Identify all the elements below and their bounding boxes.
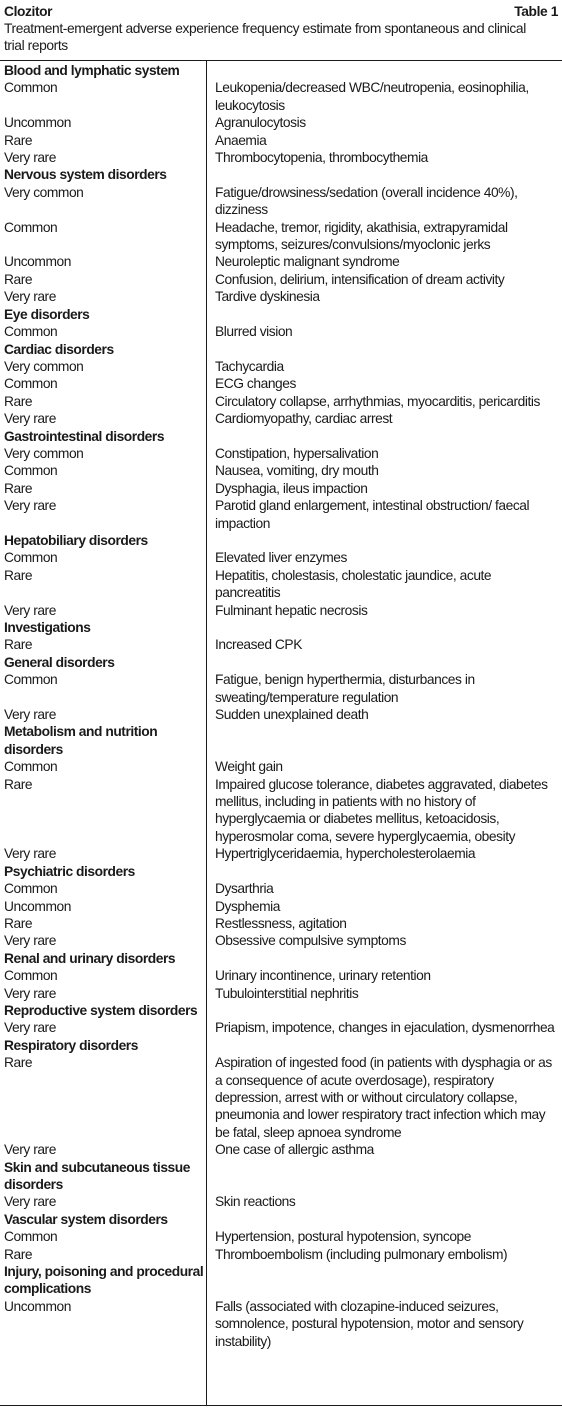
effects-cell: Headache, tremor, rigidity, akathisia, extrapyramidal symptoms, seizures/convulsions/myoclonic jerks — [215, 219, 508, 253]
effects-cell: ECG changes — [215, 376, 296, 392]
header-row — [4, 3, 558, 20]
effects-cell: Urinary incontinence, urinary retention — [215, 968, 431, 984]
effects-cell: Leukopenia/decreased WBC/neutropenia, eosinophilia, leukocytosis — [215, 80, 529, 113]
table-row — [0, 288, 562, 305]
frequency-cell: Common — [4, 463, 58, 479]
category-row — [0, 1159, 562, 1194]
table-row — [0, 497, 562, 532]
category-row — [0, 306, 562, 323]
effects-cell: Anaemia — [215, 132, 267, 148]
effects-cell: Confusion, delirium, intensification of dream activity — [215, 271, 505, 287]
table-row — [0, 132, 562, 149]
effects-cell: Hepatitis, cholestasis, cholestatic jaundice, acute pancreatitis — [215, 567, 492, 601]
table-title: Clozitor — [4, 4, 53, 19]
table-row — [0, 898, 562, 915]
frequency-cell: Common — [4, 219, 58, 235]
frequency-cell: Common — [4, 80, 58, 96]
effects-cell: Elevated liver enzymes — [215, 550, 347, 566]
table-row — [0, 114, 562, 131]
category-label: Blood and lymphatic system — [4, 63, 180, 78]
table-row — [0, 776, 562, 846]
table-row — [0, 253, 562, 270]
category-row — [0, 654, 562, 671]
effects-cell: Dysphemia — [215, 898, 280, 914]
table-row — [0, 671, 562, 706]
frequency-cell: Common — [4, 324, 58, 340]
table-row — [0, 567, 562, 602]
category-row — [0, 341, 562, 358]
table-row — [0, 636, 562, 653]
frequency-cell: Very common — [4, 445, 84, 461]
table-row — [0, 149, 562, 166]
effects-cell: Dysarthria — [215, 881, 274, 897]
frequency-cell: Very rare — [4, 933, 56, 949]
frequency-cell: Very rare — [4, 150, 56, 166]
table-row — [0, 880, 562, 897]
table-row — [0, 393, 562, 410]
frequency-cell: Very rare — [4, 1142, 56, 1158]
effects-cell: Falls (associated with clozapine-induced seizures, somnolence, postural hypotension, motor and sensory instability) — [215, 1298, 524, 1349]
adverse-events-table — [0, 60, 562, 1406]
effects-cell: Sudden unexplained death — [215, 707, 369, 723]
category-label: Skin and subcutaneous tissue disorders — [4, 1159, 190, 1192]
effects-cell: Obsessive compulsive symptoms — [215, 933, 406, 949]
category-label: Respiratory disorders — [4, 1037, 138, 1053]
table-row — [0, 845, 562, 862]
frequency-cell: Rare — [4, 637, 33, 653]
table-row — [0, 375, 562, 392]
category-row — [0, 723, 562, 758]
table-row — [0, 932, 562, 949]
category-label: Gastrointestinal disorders — [4, 428, 165, 444]
category-label: Cardiac disorders — [4, 341, 114, 357]
frequency-cell: Very rare — [4, 1020, 56, 1036]
effects-cell: Circulatory collapse, arrhythmias, myocarditis, pericarditis — [215, 393, 540, 409]
table-row — [0, 915, 562, 932]
effects-cell: Neuroleptic malignant syndrome — [215, 254, 400, 270]
table-row — [0, 410, 562, 427]
effects-cell: Dysphagia, ileus impaction — [215, 480, 368, 496]
table-row — [0, 758, 562, 775]
frequency-cell: Rare — [4, 393, 33, 409]
frequency-cell: Rare — [4, 1246, 33, 1262]
effects-cell: Cardiomyopathy, cardiac arrest — [215, 411, 393, 427]
table-row — [0, 1054, 562, 1141]
frequency-cell: Common — [4, 376, 58, 392]
table-row — [0, 1019, 562, 1036]
table-row — [0, 985, 562, 1002]
frequency-cell: Very rare — [4, 985, 56, 1001]
table-subtitle: Treatment-emergent adverse experience frequency estimate from spontaneous and clinical trial reports — [4, 21, 526, 53]
effects-cell: Increased CPK — [215, 637, 302, 653]
frequency-cell: Rare — [4, 915, 33, 931]
category-row — [0, 950, 562, 967]
effects-cell: Blurred vision — [215, 324, 293, 340]
table-row — [0, 219, 562, 254]
category-label: General disorders — [4, 654, 115, 670]
effects-cell: Agranulocytosis — [215, 115, 306, 131]
table-number: Table 1 — [514, 4, 558, 19]
table-row — [0, 1298, 562, 1350]
effects-cell: Thrombocytopenia, thrombocythemia — [215, 150, 428, 166]
table-row — [0, 1193, 562, 1210]
effects-cell: Thromboembolism (including pulmonary embolism) — [215, 1246, 508, 1262]
table-header — [4, 3, 558, 54]
table-row — [0, 1141, 562, 1158]
table-row — [0, 79, 562, 114]
category-row — [0, 1263, 562, 1298]
frequency-cell: Very rare — [4, 1194, 56, 1210]
frequency-cell: Rare — [4, 567, 33, 583]
table-row — [0, 480, 562, 497]
frequency-cell: Common — [4, 672, 58, 688]
frequency-cell: Very rare — [4, 846, 56, 862]
frequency-cell: Rare — [4, 271, 33, 287]
effects-cell: Aspiration of ingested food (in patients with dysphagia or as a consequence of acute overdosage), respiratory depression, arrest with or without circulatory collapse, pneumonia and lower respiratory tract infection which may be fatal, sleep apnoea syndrome — [215, 1055, 552, 1140]
frequency-cell: Very rare — [4, 289, 56, 305]
effects-cell: Hypertension, postural hypotension, syncope — [215, 1229, 471, 1245]
frequency-cell: Common — [4, 550, 58, 566]
table-body — [0, 62, 562, 1350]
frequency-cell: Very common — [4, 184, 84, 200]
table-row — [0, 549, 562, 566]
category-label: Reproductive system disorders — [4, 1002, 198, 1018]
effects-cell: Weight gain — [215, 759, 283, 775]
category-row — [0, 532, 562, 549]
effects-cell: Tachycardia — [215, 358, 284, 374]
category-label: Hepatobiliary disorders — [4, 532, 148, 548]
table-row — [0, 358, 562, 375]
frequency-cell: Very rare — [4, 707, 56, 723]
frequency-cell: Common — [4, 759, 58, 775]
effects-cell: Fulminant hepatic necrosis — [215, 602, 368, 618]
effects-cell: Tardive dyskinesia — [215, 289, 320, 305]
table-row — [0, 967, 562, 984]
effects-cell: Fatigue, benign hyperthermia, disturbances in sweating/temperature regulation — [215, 672, 475, 705]
frequency-cell: Common — [4, 1229, 58, 1245]
table-row — [0, 184, 562, 219]
frequency-cell: Uncommon — [4, 898, 71, 914]
effects-cell: Fatigue/drowsiness/sedation (overall incidence 40%), dizziness — [215, 184, 518, 218]
category-label: Vascular system disorders — [4, 1211, 168, 1227]
category-row — [0, 1002, 562, 1019]
category-row — [0, 863, 562, 880]
effects-cell: Nausea, vomiting, dry mouth — [215, 463, 379, 479]
frequency-cell: Rare — [4, 132, 33, 148]
category-label: Investigations — [4, 620, 91, 635]
frequency-cell: Uncommon — [4, 1298, 71, 1314]
table-row — [0, 706, 562, 723]
frequency-cell: Very rare — [4, 411, 56, 427]
category-label: Injury, poisoning and procedural complications — [4, 1264, 204, 1297]
category-label: Psychiatric disorders — [4, 863, 135, 879]
effects-cell: Impaired glucose tolerance, diabetes aggravated, diabetes mellitus, including in patients with no history of hyperglycaemia or diabetes mellitus, ketoacidosis, hyperosmolar coma, severe hyperglycaemia, obesity — [215, 776, 548, 844]
frequency-cell: Rare — [4, 1055, 33, 1071]
frequency-cell: Uncommon — [4, 254, 71, 270]
effects-cell: Priapism, impotence, changes in ejaculation, dysmenorrhea — [215, 1020, 555, 1036]
table-row — [0, 602, 562, 619]
effects-cell: Skin reactions — [215, 1194, 296, 1210]
effects-cell: Constipation, hypersalivation — [215, 445, 379, 461]
frequency-cell: Very rare — [4, 602, 56, 618]
frequency-cell: Common — [4, 968, 58, 984]
category-row — [0, 619, 562, 636]
frequency-cell: Common — [4, 881, 58, 897]
effects-cell: Tubulointerstitial nephritis — [215, 985, 359, 1001]
table-row — [0, 462, 562, 479]
effects-cell: Restlessness, agitation — [215, 915, 347, 931]
category-row — [0, 1037, 562, 1054]
frequency-cell: Rare — [4, 480, 33, 496]
category-label: Metabolism and nutrition disorders — [4, 724, 158, 757]
frequency-cell: Very common — [4, 358, 84, 374]
frequency-cell: Uncommon — [4, 115, 71, 131]
effects-cell: Parotid gland enlargement, intestinal obstruction/ faecal impaction — [215, 498, 530, 531]
table-row — [0, 445, 562, 462]
frequency-cell: Very rare — [4, 498, 56, 514]
effects-cell: Hypertriglyceridaemia, hypercholesterolaemia — [215, 846, 476, 862]
category-label: Nervous system disorders — [4, 167, 167, 183]
effects-cell: One case of allergic asthma — [215, 1142, 374, 1158]
table-row — [0, 271, 562, 288]
category-row — [0, 62, 562, 79]
category-row — [0, 428, 562, 445]
frequency-cell: Rare — [4, 776, 33, 792]
category-label: Eye disorders — [4, 306, 90, 322]
category-row — [0, 166, 562, 183]
table-row — [0, 1228, 562, 1245]
category-label: Renal and urinary disorders — [4, 950, 176, 966]
table-row — [0, 323, 562, 340]
category-row — [0, 1211, 562, 1228]
table-row — [0, 1246, 562, 1263]
